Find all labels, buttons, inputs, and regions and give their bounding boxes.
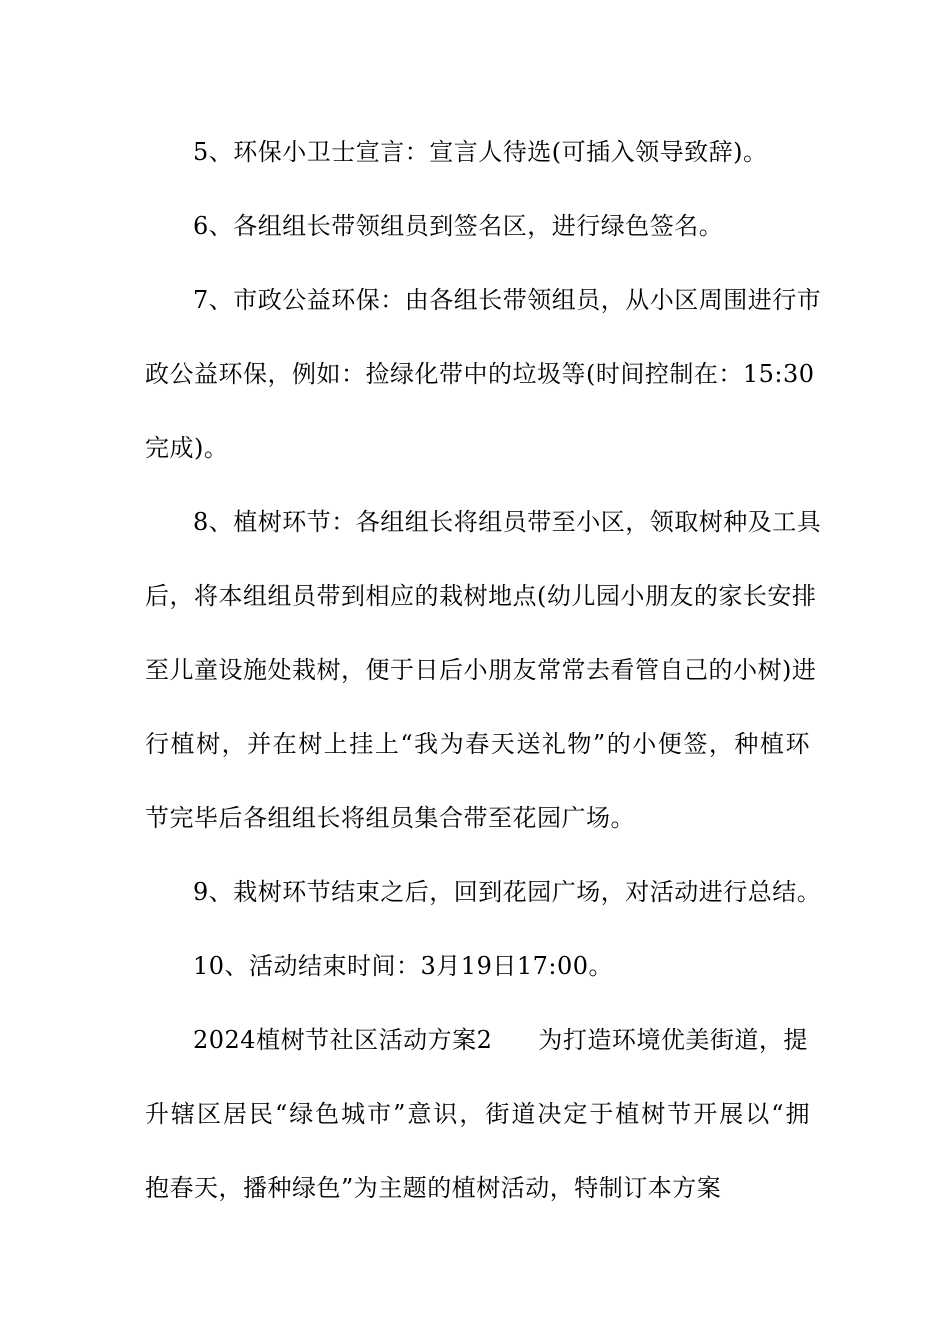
section-intro-line-3: 抱春天，播种绿色”为主题的植树活动，特制订本方案 (145, 1174, 722, 1202)
paragraph-item-8-line-5: 节完毕后各组组长将组员集合带至花园广场。 (145, 804, 635, 832)
paragraph-item-9: 9、栽树环节结束之后，回到花园广场，对活动进行总结。 (193, 878, 822, 906)
section-heading: 2024植树节社区活动方案2 (193, 1026, 493, 1054)
paragraph-item-8-line-1: 8、植树环节：各组组长将组员带至小区，领取树种及工具 (193, 508, 822, 536)
paragraph-item-8-line-4: 行植树，并在树上挂上“我为春天送礼物”的小便签，种植环 (145, 730, 810, 758)
section-intro-line-2: 升辖区居民“绿色城市”意识，街道决定于植树节开展以“拥 (145, 1100, 810, 1128)
section-intro-start: 为打造环境优美街道，提 (538, 1026, 808, 1054)
paragraph-item-8-line-3: 至儿童设施处栽树，便于日后小朋友常常去看管自己的小树)进 (145, 656, 817, 684)
paragraph-item-8-line-2: 后，将本组组员带到相应的栽树地点(幼儿园小朋友的家长安排 (145, 582, 817, 610)
paragraph-item-10: 10、活动结束时间：3月19日17:00。 (193, 952, 614, 980)
paragraph-item-7-line-3: 完成)。 (145, 434, 229, 462)
paragraph-item-6: 6、各组组长带领组员到签名区，进行绿色签名。 (193, 212, 724, 240)
section-heading-line (193, 1023, 810, 1057)
paragraph-item-5: 5、环保小卫士宣言：宣言人待选(可插入领导致辞)。 (193, 138, 768, 166)
paragraph-item-7-line-1: 7、市政公益环保：由各组长带领组员，从小区周围进行市 (193, 286, 822, 314)
paragraph-item-7-line-2: 政公益环保，例如：捡绿化带中的垃圾等(时间控制在：15:30 (145, 360, 815, 388)
